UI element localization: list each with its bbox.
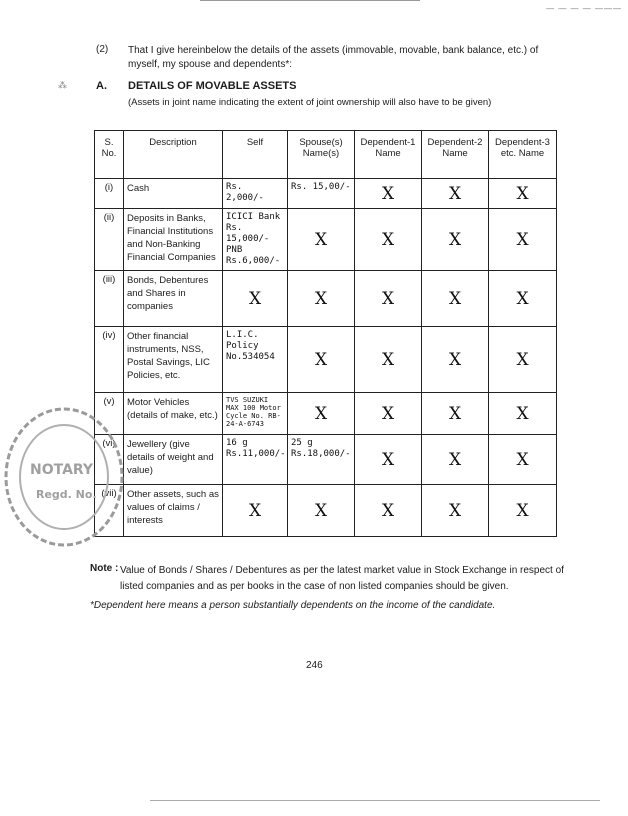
row-dependent-2: X	[422, 271, 489, 327]
row-spouse: X	[288, 209, 355, 271]
row-sno: (v)	[95, 393, 124, 435]
row-self: X	[223, 485, 288, 537]
item-number: (2)	[96, 44, 109, 55]
row-dependent-2: X	[422, 179, 489, 209]
row-dependent-2: X	[422, 209, 489, 271]
section-subtitle: (Assets in joint name indicating the extent of joint ownership will also have to be given)	[128, 97, 492, 108]
row-spouse: X	[288, 271, 355, 327]
row-dependent-1: X	[355, 393, 422, 435]
row-spouse: X	[288, 393, 355, 435]
table-row	[95, 435, 557, 485]
row-description: Other assets, such as values of claims / interests	[124, 485, 223, 537]
header-spouse: Spouse(s) Name(s)	[288, 131, 355, 179]
row-spouse: Rs. 15,00/-	[288, 179, 355, 209]
table-row	[95, 485, 557, 537]
row-sno: (iii)	[95, 271, 124, 327]
row-dependent-1: X	[355, 271, 422, 327]
row-sno: (vii)	[95, 485, 124, 537]
row-dependent-2: X	[422, 327, 489, 393]
page-number: 246	[306, 660, 323, 671]
table-row	[95, 209, 557, 271]
row-self: ICICI Bank Rs. 15,000/- PNB Rs.6,000/-	[223, 209, 288, 271]
row-dependent-3: X	[489, 435, 557, 485]
row-dependent-1: X	[355, 209, 422, 271]
row-spouse: X	[288, 485, 355, 537]
row-dependent-3: X	[489, 179, 557, 209]
row-spouse: X	[288, 327, 355, 393]
row-self: X	[223, 271, 288, 327]
movable-assets-table	[94, 130, 557, 537]
row-description: Bonds, Debentures and Shares in companies	[124, 271, 223, 327]
table-header-row	[95, 131, 557, 179]
row-self: Rs. 2,000/-	[223, 179, 288, 209]
row-dependent-3: X	[489, 271, 557, 327]
note-text: Value of Bonds / Shares / Debentures as per the latest market value in Stock Exchange in respect of listed companies and as per books in the case of non listed companies should be given.	[120, 565, 564, 592]
note-label: Note :	[90, 563, 119, 574]
header-dependent-2: Dependent-2 Name	[422, 131, 489, 179]
row-sno: (i)	[95, 179, 124, 209]
row-dependent-1: X	[355, 485, 422, 537]
table-row	[95, 179, 557, 209]
section-title: DETAILS OF MOVABLE ASSETS	[128, 80, 297, 92]
row-description: Jewellery (give details of weight and value)	[124, 435, 223, 485]
row-sno: (ii)	[95, 209, 124, 271]
section-letter: A.	[96, 80, 107, 92]
bottom-rule	[150, 800, 600, 801]
row-description: Motor Vehicles (details of make, etc.)	[124, 393, 223, 435]
row-spouse: 25 g Rs.18,000/-	[288, 435, 355, 485]
row-dependent-2: X	[422, 393, 489, 435]
row-description: Other financial instruments, NSS, Postal Savings, LIC Policies, etc.	[124, 327, 223, 393]
top-mark: — — — — ———	[546, 4, 622, 13]
table-row	[95, 271, 557, 327]
row-self: TVS SUZUKI MAX 100 Motor Cycle No. RB-24-A-6743	[223, 393, 288, 435]
header-description: Description	[124, 131, 223, 179]
row-dependent-1: X	[355, 435, 422, 485]
header-dependent-1: Dependent-1 Name	[355, 131, 422, 179]
notary-stamp	[2, 402, 132, 552]
row-dependent-3: X	[489, 209, 557, 271]
stamp-line2: Regd. No.	[36, 488, 97, 501]
row-description: Cash	[124, 179, 223, 209]
row-dependent-2: X	[422, 485, 489, 537]
row-self: 16 g Rs.11,000/-	[223, 435, 288, 485]
row-dependent-3: X	[489, 485, 557, 537]
row-dependent-1: X	[355, 179, 422, 209]
row-dependent-1: X	[355, 327, 422, 393]
footnote: *Dependent here means a person substantially dependents on the income of the candidate.	[90, 600, 496, 611]
header-sno: S. No.	[95, 131, 124, 179]
row-dependent-2: X	[422, 435, 489, 485]
row-sno: (iv)	[95, 327, 124, 393]
row-dependent-3: X	[489, 327, 557, 393]
table-row	[95, 393, 557, 435]
row-sno: (vi)	[95, 435, 124, 485]
table-row	[95, 327, 557, 393]
margin-mark: ⁂	[58, 80, 67, 90]
intro-text: That I give hereinbelow the details of the assets (immovable, movable, bank balance, etc.) of myself, my spouse and dependents*:	[128, 45, 539, 70]
row-description: Deposits in Banks, Financial Institutions and Non-Banking Financial Companies	[124, 209, 223, 271]
row-dependent-3: X	[489, 393, 557, 435]
header-self: Self	[223, 131, 288, 179]
top-rule	[200, 0, 420, 1]
stamp-line1: NOTARY	[30, 462, 94, 478]
header-dependent-3: Dependent-3 etc. Name	[489, 131, 557, 179]
row-self: L.I.C. Policy No.534054	[223, 327, 288, 393]
